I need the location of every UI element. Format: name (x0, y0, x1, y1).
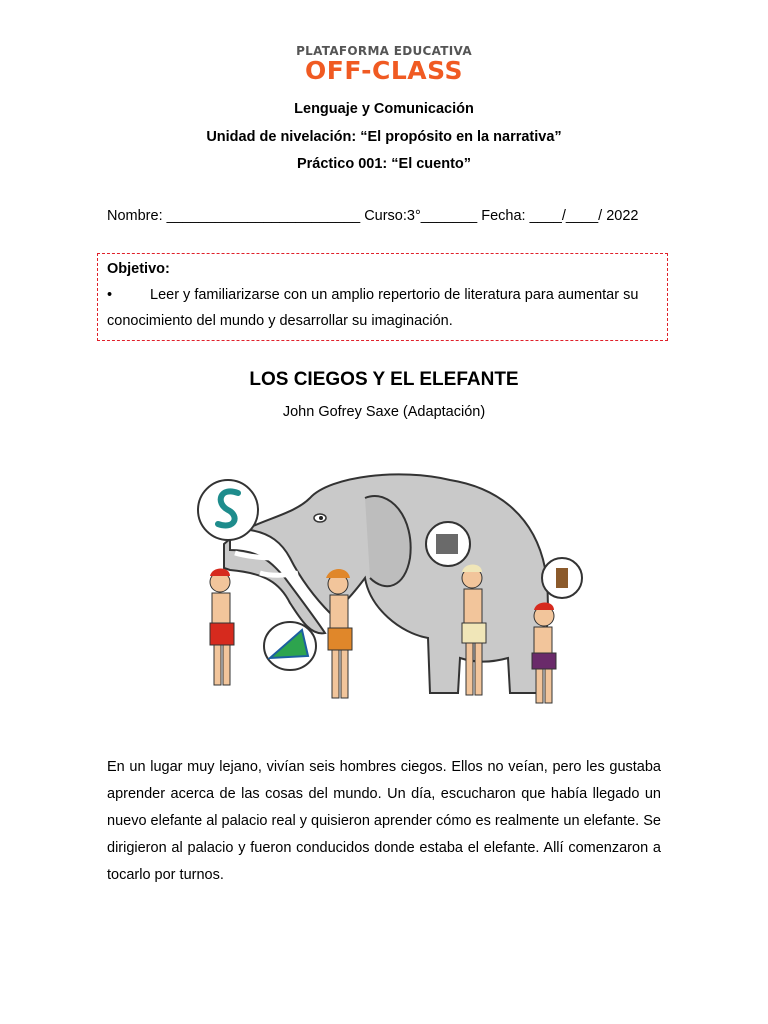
fan-thought-bubble (264, 622, 316, 670)
subject-heading: Lenguaje y Comunicación (294, 101, 474, 117)
objective-title: Objetivo: (107, 261, 170, 277)
brand-logo (0, 44, 768, 85)
blind-man-4 (532, 603, 556, 704)
blind-man-1 (210, 569, 234, 686)
story-paragraph: En un lugar muy lejano, vivían seis hombres ciegos. Ellos no veían, pero les gustaba aprender acerca de las cosas del mundo. Un día, escucharon que había llegado un nuevo elefante al palacio real y quisieron aprender cómo es realmente un elefante. Se dirigieron al palacio y fueron conducidos donde estaba el elefante. Allí comenzaron a tocarlo por turnos. (107, 759, 661, 883)
logo-title: OFF-CLASS (304, 56, 464, 85)
wall-thought-bubble (426, 522, 470, 566)
elephant-illustration (190, 458, 590, 720)
practice-heading: Práctico 001: “El cuento” (296, 156, 472, 172)
student-info-line: Nombre: ________________________ Curso:3°_______ Fecha: ____/____/ 2022 (107, 208, 639, 224)
unit-heading: Unidad de nivelación: “El propósito en la narrativa” (206, 129, 562, 145)
snake-thought-bubble (198, 480, 258, 540)
story-title: LOS CIEGOS Y EL ELEFANTE (249, 369, 519, 390)
tree-thought-bubble (542, 558, 582, 598)
logo-subtitle: PLATAFORMA EDUCATIVA (296, 44, 472, 58)
objective-bullet: • (107, 287, 113, 303)
story-author: John Gofrey Saxe (Adaptación) (282, 404, 486, 420)
objective-text-line1: Leer y familiarizarse con un amplio repertorio de literatura para aumentar su (150, 287, 639, 303)
objective-text-line2: conocimiento del mundo y desarrollar su imaginación. (107, 313, 453, 329)
